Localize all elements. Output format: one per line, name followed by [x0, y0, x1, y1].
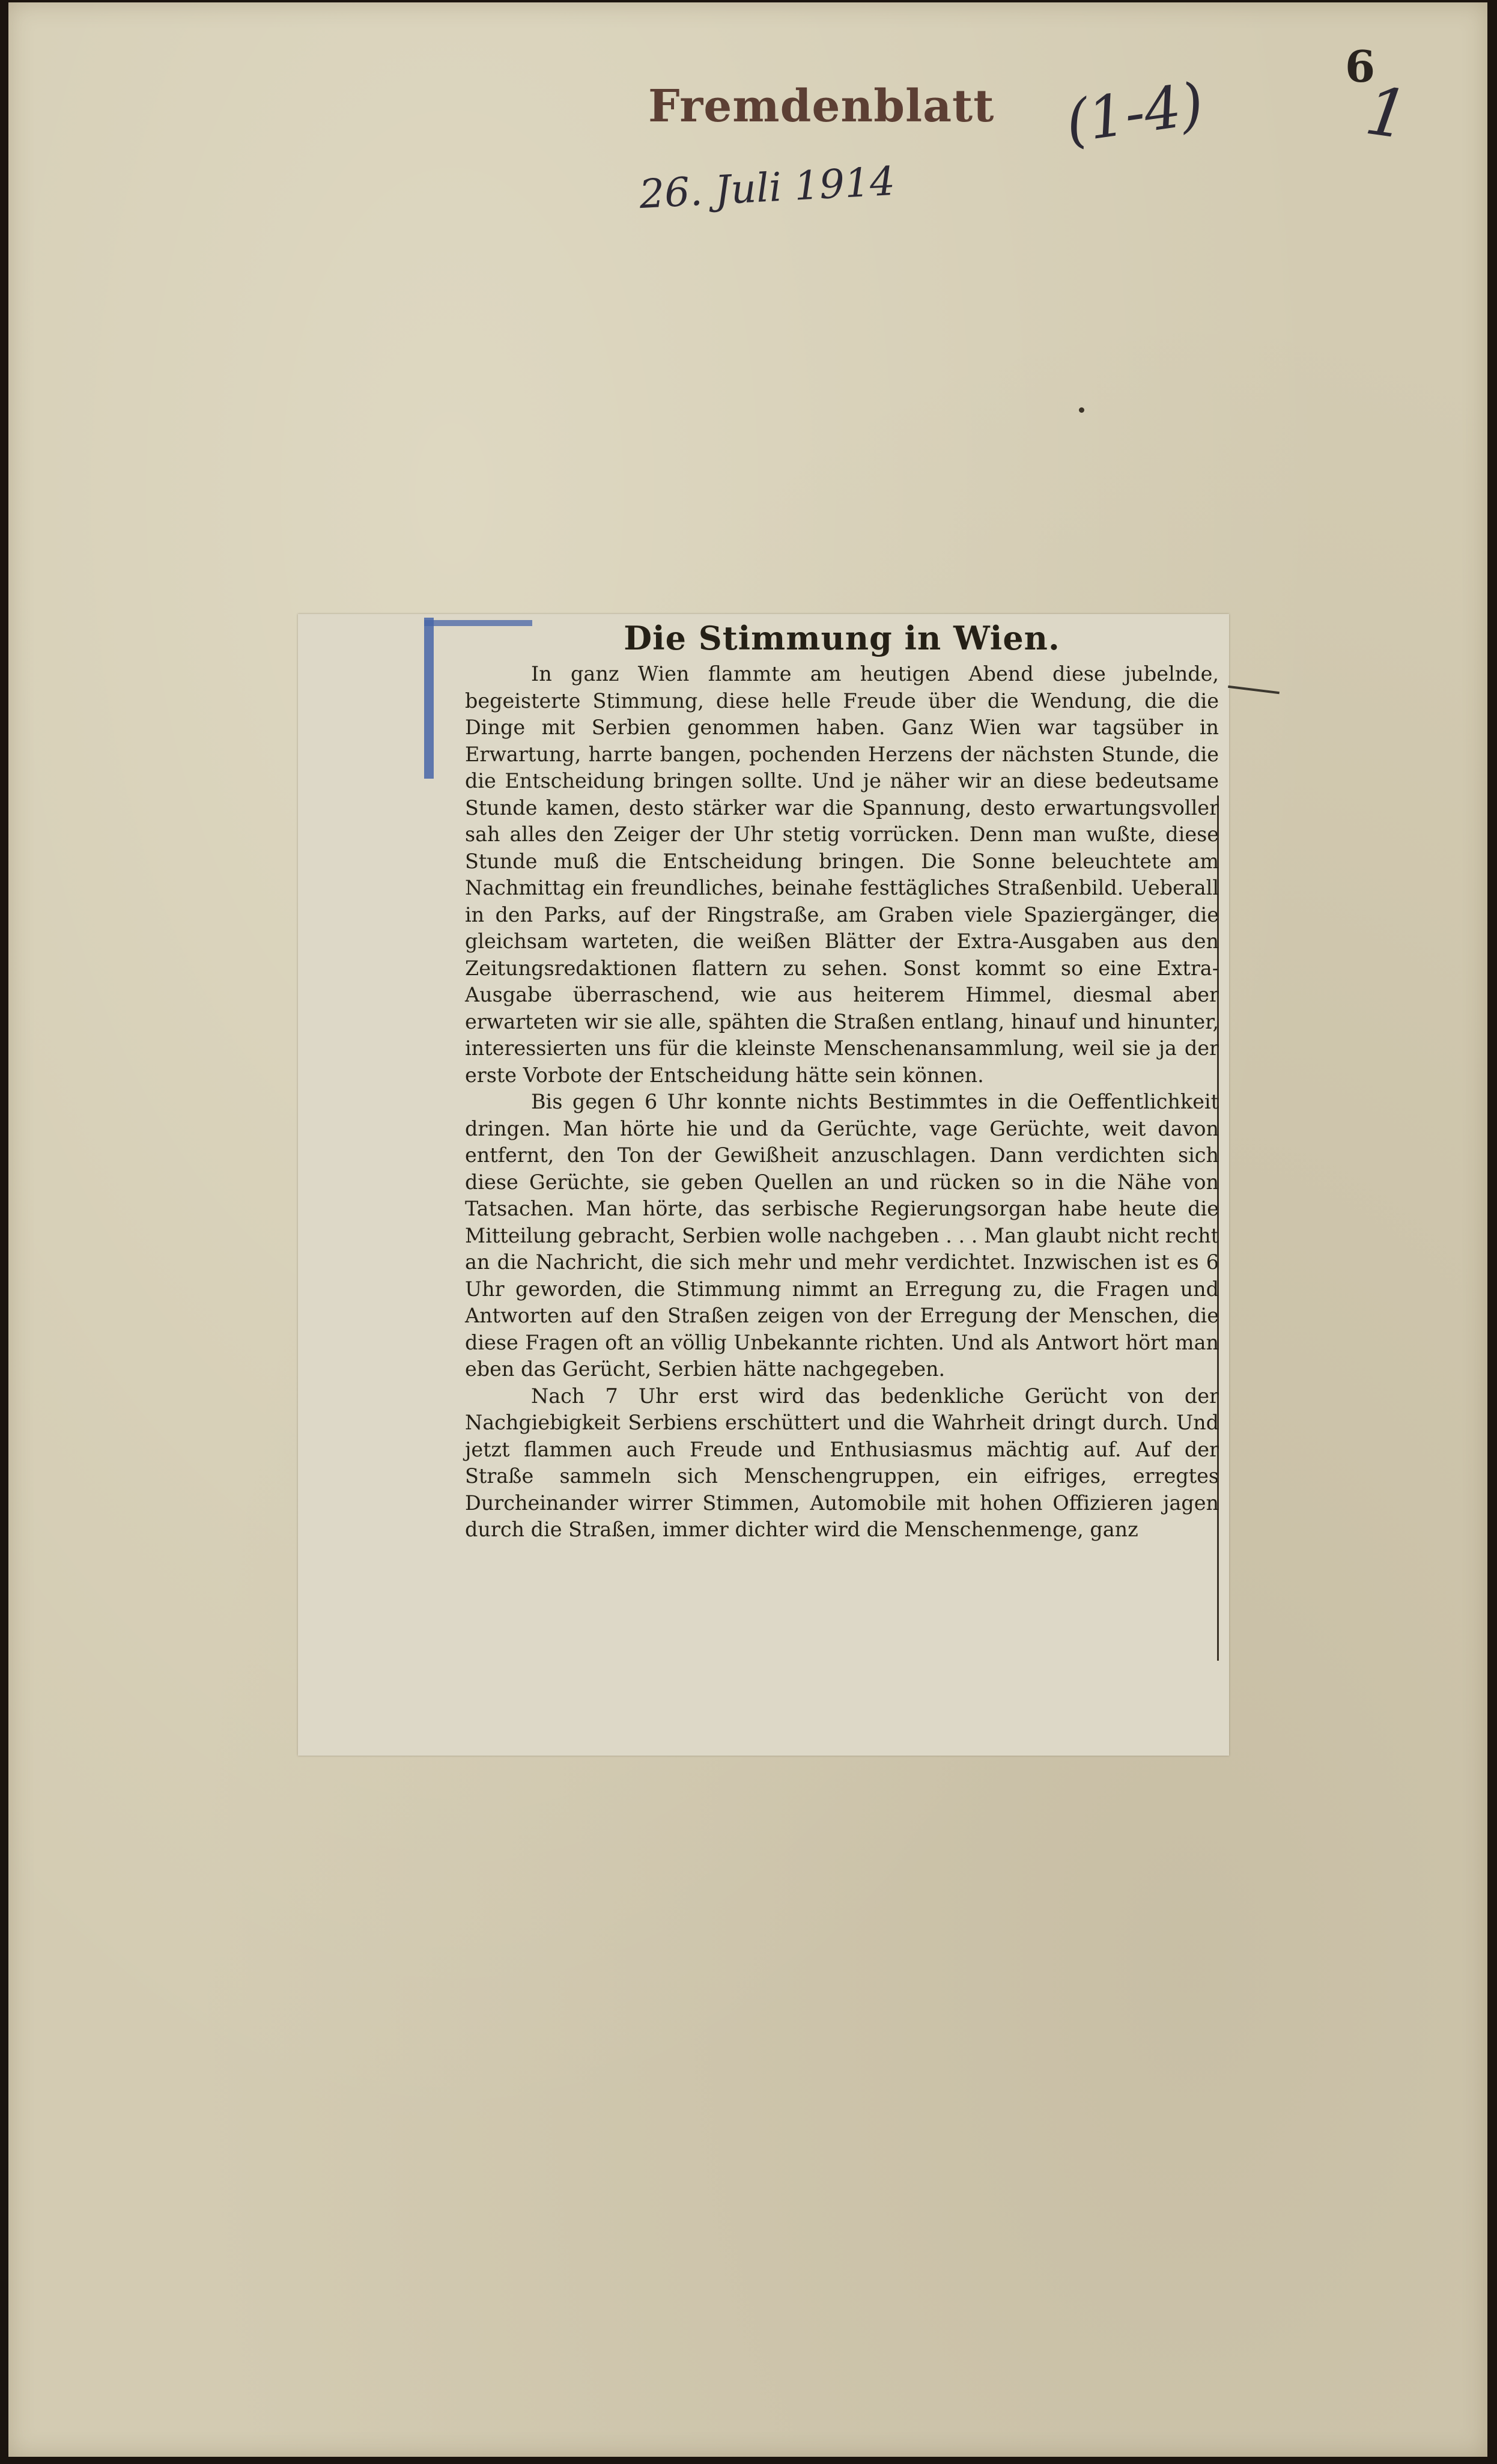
- article: [465, 619, 1219, 1544]
- archive-page: [8, 2, 1487, 2457]
- handwritten-folio-number: 1: [1361, 71, 1413, 154]
- article-headline: Die Stimmung in Wien.: [624, 619, 1060, 657]
- newspaper-stamp: Fremdenblatt: [648, 81, 995, 132]
- handwritten-range-note: (1-4): [1061, 70, 1208, 156]
- blue-pencil-mark: [424, 618, 434, 779]
- printed-folio-number: 6: [1345, 41, 1376, 92]
- article-paragraph-1: In ganz Wien flammte am heutigen Abend diese jubelnde, begeisterte Stimmung, diese helle Freude über die Wendung, die die Dinge mit Serbien genommen haben. Ganz Wien war tagsüber in Erwartung, harrte bangen, pochenden Herzens der nächsten Stunde, die die Entscheidung bringen sollte. Und je näher wir an diese bedeutsame Stunde kamen, desto stärker war die Spannung, desto erwartungsvoller sah alles den Zeiger der Uhr stetig vorrücken. Denn man wußte, diese Stunde muß die Entscheidung bringen. Die Sonne beleuchtete am Nachmittag ein freundliches, beinahe festtägliches Straßenbild. Ueberall in den Parks, auf der Ringstraße, am Graben viele Spaziergänger, die gleichsam warteten, die weißen Blätter der Extra-Ausgaben aus den Zeitungsredaktionen flattern zu sehen. Sonst kommt so eine Extra-Ausgabe überraschend, wie aus heiterem Himmel, diesmal aber erwarteten wir sie alle, spähten die Straßen entlang, hinauf und hinunter, interessierten uns für die kleinste Menschenansammlung, weil sie ja der erste Vorbote der Entscheidung hätte sein können.: [465, 662, 1219, 1087]
- article-paragraph-2: Bis gegen 6 Uhr konnte nichts Bestimmtes in die Oeffentlichkeit dringen. Man hörte hie und da Gerüchte, vage Gerüchte, weit davon entfernt, den Ton der Gewißheit anzuschlagen. Dann verdichten sich diese Gerüchte, sie geben Quellen an und rücken so in die Nähe von Tatsachen. Man hörte, das serbische Regierungsorgan habe heute die Mitteilung gebracht, Serbien wolle nachgeben . . . Man glaubt nicht recht an die Nachricht, die sich mehr und mehr verdichtet. Inzwischen ist es 6 Uhr geworden, die Stimmung nimmt an Erregung zu, die Fragen und Antworten auf den Straßen zeigen von der Erregung der Menschen, die diese Fragen oft an völlig Unbekannte richten. Und als Antwort hört man eben das Gerücht, Serbien hätte nachgegeben.: [465, 1090, 1219, 1381]
- ink-speck: [1079, 407, 1084, 413]
- article-paragraph-3: Nach 7 Uhr erst wird das bedenkliche Gerücht von der Nachgiebigkeit Serbiens erschüttert und die Wahrheit dringt durch. Und jetzt flammen auch Freude und Enthusiasmus mächtig auf. Auf der Straße sammeln sich Menschengruppen, ein eifriges, erregtes Durcheinander wirrer Stimmen, Automobile mit hohen Offizieren jagen durch die Straßen, immer dichter wird die Menschenmenge, ganz: [465, 1384, 1219, 1541]
- handwritten-date: 26. Juli 1914: [638, 157, 896, 218]
- pencil-dash-mark: [1228, 686, 1280, 694]
